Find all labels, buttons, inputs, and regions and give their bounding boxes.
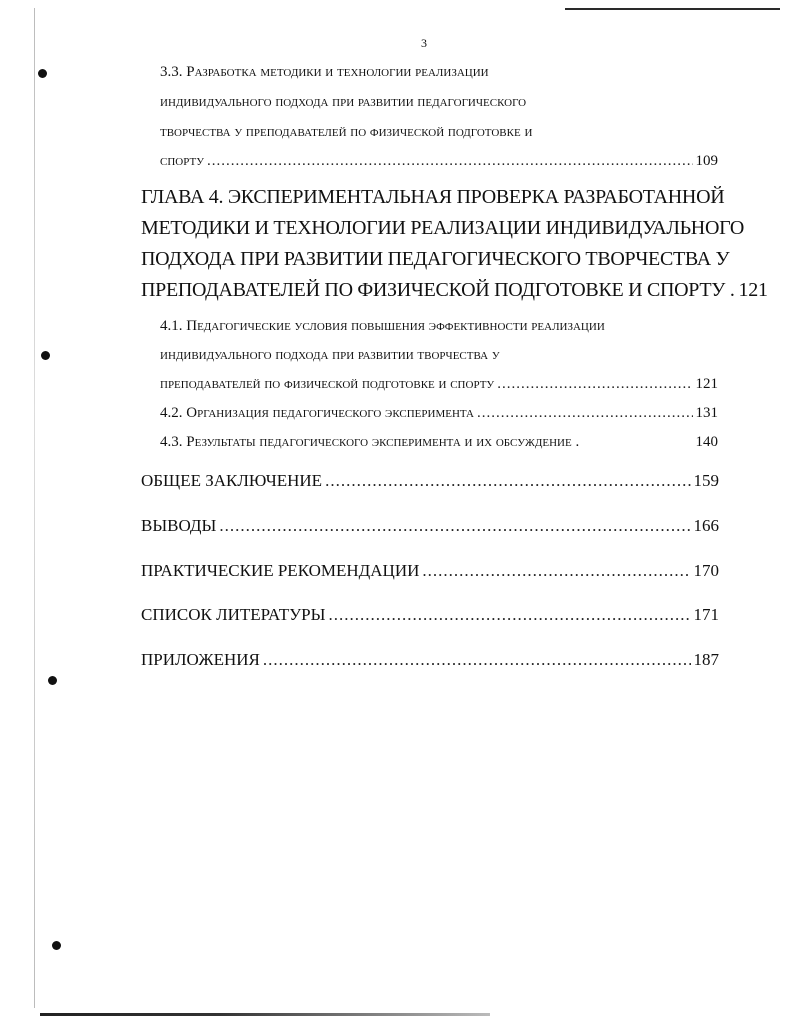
punch-hole-mark <box>48 676 57 685</box>
toc-page-number: 109 <box>695 153 718 169</box>
toc-page-number: 121 <box>695 376 718 392</box>
toc-entry-chapter-4 <box>141 279 768 302</box>
toc-entry-section-3-3 <box>160 153 718 170</box>
toc-leader-dots <box>263 650 691 670</box>
toc-leader-dots <box>477 405 692 422</box>
toc-page-number: 121 <box>738 279 768 301</box>
toc-page-number: 187 <box>693 650 719 669</box>
toc-entry-practical-recommendations <box>141 561 719 581</box>
toc-leader-dots <box>325 471 690 491</box>
toc-entry-text: ПРАКТИЧЕСКИЕ РЕКОМЕНДАЦИИ <box>141 561 420 580</box>
scan-edge-line-bottom <box>40 1013 490 1016</box>
toc-section-4-1-line-2: индивидуального подхода при развитии творчества у <box>160 347 500 363</box>
toc-page-number: 140 <box>695 434 718 450</box>
toc-leader-dots <box>207 153 693 170</box>
toc-page-number: 159 <box>693 471 719 490</box>
toc-entry-section-4-2 <box>160 405 718 422</box>
toc-entry-references <box>141 605 719 625</box>
toc-entry-section-4-3 <box>160 434 718 451</box>
toc-section-4-1-line-1: 4.1. Педагогические условия повышения эффективности реализации <box>160 318 605 334</box>
page-number: 3 <box>421 36 427 50</box>
toc-entry-general-conclusion <box>141 471 719 491</box>
punch-hole-mark <box>41 351 50 360</box>
toc-page-number: 171 <box>693 605 719 624</box>
toc-entry-findings <box>141 516 719 536</box>
toc-section-3-3-line-2: индивидуального подхода при развитии педагогического <box>160 94 527 110</box>
toc-leader-dots <box>328 605 690 625</box>
toc-leader-dots <box>422 561 690 581</box>
scan-edge-line-left <box>34 8 35 1008</box>
toc-leader-dots <box>497 376 692 393</box>
toc-entry-text: ПРЕПОДАВАТЕЛЕЙ ПО ФИЗИЧЕСКОЙ ПОДГОТОВКЕ И СПОРТУ . <box>141 279 735 301</box>
punch-hole-mark <box>38 69 47 78</box>
toc-page-number: 166 <box>693 516 719 535</box>
toc-entry-text: СПИСОК ЛИТЕРАТУРЫ <box>141 605 326 624</box>
toc-entry-text: преподавателей по физической подготовке и спорту <box>160 376 495 392</box>
toc-section-3-3-line-1: 3.3. Разработка методики и технологии реализации <box>160 64 489 80</box>
toc-page-number: 170 <box>693 561 719 580</box>
toc-entry-text: ОБЩЕЕ ЗАКЛЮЧЕНИЕ <box>141 471 323 490</box>
toc-entry-text: 4.3. Результаты педагогического эксперимента и их обсуждение . <box>160 434 580 450</box>
punch-hole-mark <box>52 941 61 950</box>
toc-entry-text: 4.2. Организация педагогического эксперимента <box>160 405 475 421</box>
toc-entry-text: ВЫВОДЫ <box>141 516 217 535</box>
toc-entry-text: спорту <box>160 153 204 169</box>
toc-chapter-4-line-3: ПОДХОДА ПРИ РАЗВИТИИ ПЕДАГОГИЧЕСКОГО ТВОРЧЕСТВА У <box>141 248 730 270</box>
toc-entry-text: ПРИЛОЖЕНИЯ <box>141 650 260 669</box>
toc-chapter-4-line-1: ГЛАВА 4. ЭКСПЕРИМЕНТАЛЬНАЯ ПРОВЕРКА РАЗРАБОТАННОЙ <box>141 186 725 208</box>
toc-section-3-3-line-3: творчества у преподавателей по физической подготовке и <box>160 124 533 140</box>
scan-edge-line-top <box>565 8 780 10</box>
toc-leader-dots <box>219 516 690 536</box>
toc-entry-section-4-1 <box>160 376 718 393</box>
toc-page-number: 131 <box>695 405 718 421</box>
toc-entry-appendices <box>141 650 719 670</box>
toc-chapter-4-line-2: МЕТОДИКИ И ТЕХНОЛОГИИ РЕАЛИЗАЦИИ ИНДИВИДУАЛЬНОГО <box>141 217 744 239</box>
